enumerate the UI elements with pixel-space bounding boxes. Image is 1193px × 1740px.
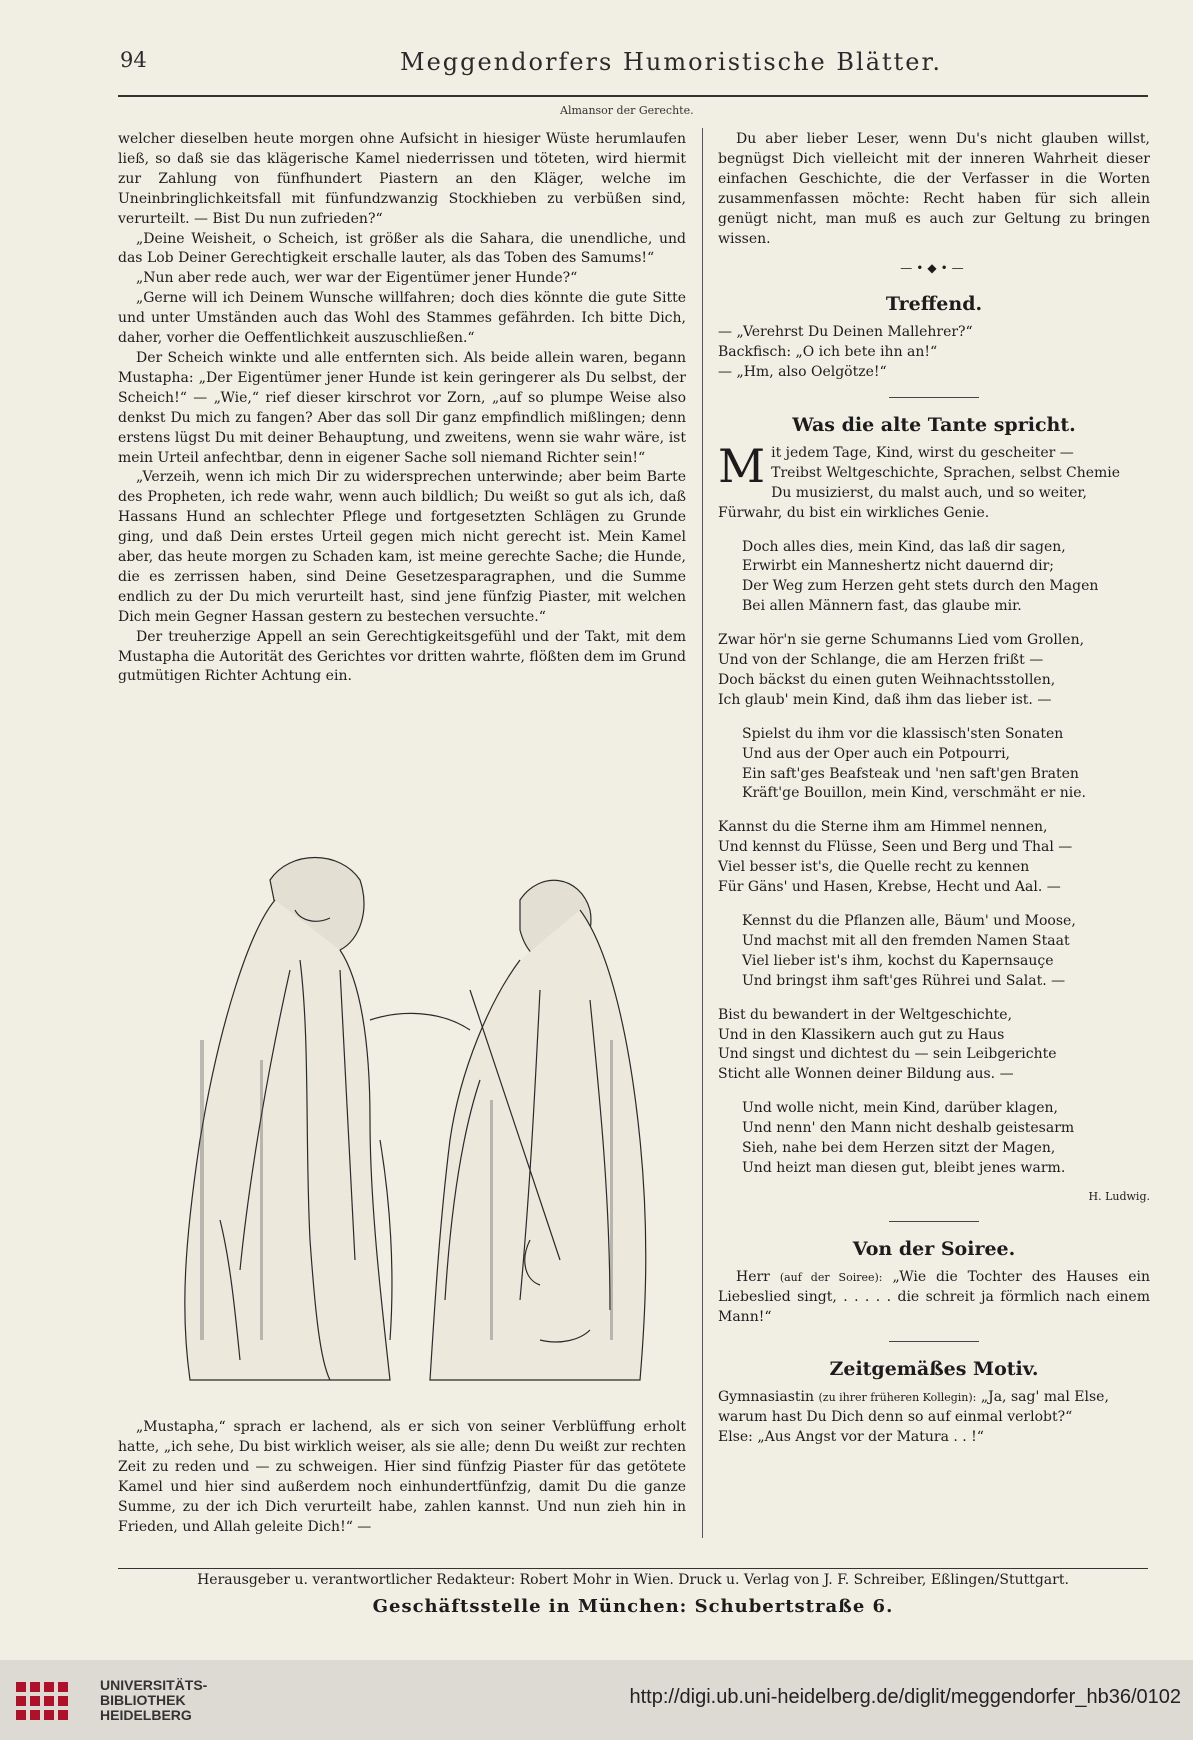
poem-stanza bbox=[718, 1099, 1150, 1179]
treffend-dialog bbox=[718, 323, 1150, 383]
poem-line: Fürwahr, du bist ein wirkliches Genie. bbox=[718, 504, 990, 521]
section-label: Almansor der Gerechte. bbox=[560, 104, 694, 117]
dialog-line: Backfisch: „O ich bete ihn an!“ bbox=[718, 344, 938, 361]
dropcap: M bbox=[718, 438, 766, 493]
speaker: Gymnasiastin bbox=[718, 1389, 815, 1406]
poem-stanza bbox=[718, 725, 1150, 805]
illustration-two-arabs bbox=[140, 840, 680, 1400]
poem-line: Kräft'ge Bouillon, mein Kind, verschmäht er nie. bbox=[742, 785, 1086, 802]
office-line: Geschäftsstelle in München: Schubertstraße 6. bbox=[372, 1596, 894, 1617]
poem-signature: H. Ludwig. bbox=[1088, 1189, 1150, 1203]
speaker: Herr bbox=[736, 1268, 770, 1285]
library-name-line: UNIVERSITÄTS- bbox=[100, 1677, 208, 1693]
paragraph: „Deine Weisheit, o Scheich, ist größer als die Sahara, die unendliche, und das Lob Deiner Gerechtigkeit erschalle lauter, als das Toben des Samums!“ bbox=[118, 230, 686, 267]
speaker-note: (auf der Soiree): bbox=[779, 1270, 883, 1284]
library-name bbox=[100, 1678, 207, 1723]
soiree-quote: „Wie die Tochter des Hauses ein Liebeslied singt, . . . . . die schreit ja förmlich nach einem Mann!“ bbox=[718, 1268, 1150, 1325]
paragraph: Der Scheich winkte und alle entfernten sich. Als beide allein waren, begann Mustapha: „Der Eigentümer jener Hunde ist kein geringerer als Du selbst, der Scheich!“ — „Wie,“ rief dieser kirschrot vor Zorn, „auf so plumpe Weise also denkst Du mich zu fangen? Aber das soll Dir ganz empfindlich mißlingen; denn erstens lügst Du mit deiner Behauptung, und zweitens, wenn sie wahr wäre, ist mein Urteil anfechtbar, denn in eigener Sache soll niemand Richter sein!“ bbox=[118, 349, 686, 466]
university-seal-icon bbox=[8, 1674, 88, 1734]
motiv-text bbox=[718, 1388, 1150, 1428]
poem-line: Spielst du ihm vor die klassisch'sten Sonaten bbox=[742, 725, 1064, 742]
poem-line: Und aus der Oper auch ein Potpourri, bbox=[742, 745, 1011, 762]
poem-stanza bbox=[718, 912, 1150, 992]
tante-title: Was die alte Tante spricht. bbox=[792, 413, 1076, 436]
poem-line: Ein saft'ges Beafsteak und 'nen saft'gen Braten bbox=[742, 765, 1079, 782]
column-divider bbox=[702, 128, 703, 1538]
motiv-title: Zeitgemäßes Motiv. bbox=[829, 1358, 1039, 1381]
poem-line: it jedem Tage, Kind, wirst du gescheiter — bbox=[771, 444, 1074, 461]
poem-line: Und singst und dichtest du — sein Leibgerichte bbox=[718, 1046, 1057, 1063]
paragraph: „Verzeih, wenn ich mich Dir zu widersprechen unterwinde; aber beim Barte des Propheten, ich rede wahr, wenn auch bildlich; Du weißt so gut als ich, daß Hassans Hund an schlechter Pflege und fortgesetzten Schlägen zu Grunde ging, und daß Dein erstes Urteil gegen mich nicht gerecht ist. Mein Kamel aber, das heute morgen zu Schaden kam, ist meine gerechte Sache; die Hunde, die es zerrissen haben, sind Deine Gesetzesparagraphen, und die Summe endlich zu der Du mich verurteilt hast, sind jene fünfzig Piaster, mit welchen Dich mein Gegner Hassan gestern zu bestechen versuchte.“ bbox=[118, 469, 686, 625]
poem-line: Und kennst du Flüsse, Seen und Berg und Thal — bbox=[718, 839, 1073, 856]
right-column-text bbox=[718, 130, 1150, 1448]
header-rule bbox=[118, 95, 1148, 97]
library-bar bbox=[0, 1660, 1193, 1740]
library-name-line: BIBLIOTHEK bbox=[100, 1692, 186, 1708]
poem-line: Doch bäckst du einen guten Weihnachtsstollen, bbox=[718, 671, 1056, 688]
dialog-line: — „Hm, also Oelgötze!“ bbox=[718, 364, 887, 381]
poem-line: Sticht alle Wonnen deiner Bildung aus. — bbox=[718, 1066, 1014, 1083]
poem-line: Der Weg zum Herzen geht stets durch den Magen bbox=[742, 578, 1099, 595]
poem-line: Kannst du die Sterne ihm am Himmel nennen, bbox=[718, 819, 1048, 836]
poem-line: Bist du bewandert in der Weltgeschichte, bbox=[718, 1006, 1013, 1023]
intro-paragraph: Du aber lieber Leser, wenn Du's nicht glauben willst, begnügst Dich vielleicht mit der inneren Wahrheit dieser einfachen Geschichte, die der Verfasser in die Worten zusammenfassen möchte: Recht haben für sich allein genügt nicht, man muß es auch zur Geltung zu bringen wissen. bbox=[718, 131, 1150, 247]
poem-line: Du musizierst, du malst auch, und so weiter, bbox=[771, 484, 1087, 501]
poem-line: Und wolle nicht, mein Kind, darüber klagen, bbox=[742, 1100, 1058, 1117]
speaker-note: (zu ihrer früheren Kollegin): bbox=[818, 1391, 977, 1405]
paragraph: welcher dieselben heute morgen ohne Aufsicht in hiesiger Wüste herumlaufen ließ, so daß sie das klägerische Kamel niederrissen und töteten, wird hiermit zur Zahlung von fünfhundert Piastern an den Kläger, welche im Uneinbringlichkeitsfall mit fünfundzwanzig Stockhieben zu verbüßen sind, verurteilt. — Bist Du nun zufrieden?“ bbox=[118, 131, 686, 227]
poem-line: Erwirbt ein Manneshertz nicht dauernd dir; bbox=[742, 558, 1054, 575]
soiree-text bbox=[718, 1268, 1150, 1328]
poem-line: Bei allen Männern fast, das glaube mir. bbox=[742, 598, 1022, 615]
left-column-text bbox=[118, 130, 686, 687]
poem-line: Und heizt man diesen gut, bleibt jenes warm. bbox=[742, 1159, 1066, 1176]
poem-line: Und von der Schlange, die am Herzen frißt — bbox=[718, 652, 1044, 669]
publication-title: Meggendorfers Humoristische Blätter. bbox=[400, 48, 942, 76]
poem-line: Ich glaub' mein Kind, daß ihm das lieber ist. — bbox=[718, 691, 1052, 708]
poem-stanza bbox=[718, 631, 1150, 711]
poem-line: Für Gäns' und Hasen, Krebse, Hecht und Aal. — bbox=[718, 879, 1061, 896]
paragraph: „Gerne will ich Deinem Wunsche willfahren; doch dies könnte die gute Sitte und unter Umständen auch das Wohl des Stammes gefährden. Ich bitte Dich, daher, vorher die Oeffentlichkeit auszuschließen.“ bbox=[118, 290, 686, 347]
library-name-line: HEIDELBERG bbox=[100, 1707, 192, 1723]
poem-line: Viel lieber ist's ihm, kochst du Kapernsauçe bbox=[742, 952, 1054, 969]
poem-line: Treibst Weltgeschichte, Sprachen, selbst Chemie bbox=[771, 464, 1121, 481]
footer-rule bbox=[118, 1568, 1148, 1569]
source-url[interactable]: http://digi.ub.uni-heidelberg.de/diglit/meggendorfer_hb36/0102 bbox=[629, 1686, 1181, 1708]
poem-line: Kennst du die Pflanzen alle, Bäum' und Moose, bbox=[742, 913, 1076, 929]
soiree-title: Von der Soiree. bbox=[852, 1237, 1016, 1260]
motiv-quote: „Ja, sag' mal Else, warum hast Du Dich denn so auf einmal verlobt?“ bbox=[718, 1389, 1109, 1426]
poem-stanza bbox=[718, 538, 1150, 618]
closing-paragraph: „Mustapha,“ sprach er lachend, als er sich von seiner Verblüffung erholt hatte, „ich sehe, Du bist wirklich weiser, als sie alle; denn Du weißt zur rechten Zeit zu reden und — zu schweigen. Hier sind fünfzig Piaster für das getötete Kamel und hier sind außerdem noch einhundertfünfzig, damit Du die ganze Summe, zu der ich Dich verurteilt habe, zahlen kannst. Und nun zieh hin in Frieden, und Allah geleite Dich!“ — bbox=[118, 1419, 686, 1535]
paragraph: Der treuherzige Appell an sein Gerechtigkeitsgefühl und der Takt, mit dem Mustapha die Autorität des Gerichtes vor dritten wahrte, flößten dem im Grund gutmütigen Richter Achtung ein. bbox=[118, 628, 686, 685]
left-column-closing bbox=[118, 1418, 686, 1537]
publisher-line: Herausgeber u. verantwortlicher Redakteur: Robert Mohr in Wien. Druck u. Verlag von J. F. Schreiber, Eßlingen/Stuttgart. bbox=[197, 1572, 1069, 1588]
section-rule bbox=[889, 397, 979, 398]
poem-line: Zwar hör'n sie gerne Schumanns Lied vom Grollen, bbox=[718, 632, 1085, 649]
section-rule bbox=[889, 1341, 979, 1342]
page-number: 94 bbox=[120, 48, 147, 72]
ornament-divider: —•◆•— bbox=[900, 261, 968, 276]
motiv-reply: Else: „Aus Angst vor der Matura . . !“ bbox=[718, 1429, 984, 1446]
poem-line: Und nenn' den Mann nicht deshalb geistesarm bbox=[742, 1120, 1075, 1137]
treffend-title: Treffend. bbox=[885, 293, 983, 316]
poem-stanza bbox=[718, 818, 1150, 898]
poem-line: Und bringst ihm saft'ges Rührei und Salat. — bbox=[742, 972, 1066, 989]
poem-line: Und machst mit all den fremden Namen Staat bbox=[742, 932, 1070, 949]
poem-stanza bbox=[718, 438, 1150, 524]
poem-line: Doch alles dies, mein Kind, das laß dir sagen, bbox=[742, 538, 1066, 555]
poem-stanza bbox=[718, 1006, 1150, 1086]
dialog-line: — „Verehrst Du Deinen Mallehrer?“ bbox=[718, 324, 973, 341]
section-rule bbox=[889, 1221, 979, 1222]
poem-line: Und in den Klassikern auch gut zu Haus bbox=[718, 1026, 1005, 1043]
paragraph: „Nun aber rede auch, wer war der Eigentümer jener Hunde?“ bbox=[136, 270, 578, 287]
poem-line: Viel besser ist's, die Quelle recht zu kennen bbox=[718, 859, 1030, 876]
poem-line: Sieh, nahe bei dem Herzen sitzt der Magen, bbox=[742, 1140, 1056, 1157]
